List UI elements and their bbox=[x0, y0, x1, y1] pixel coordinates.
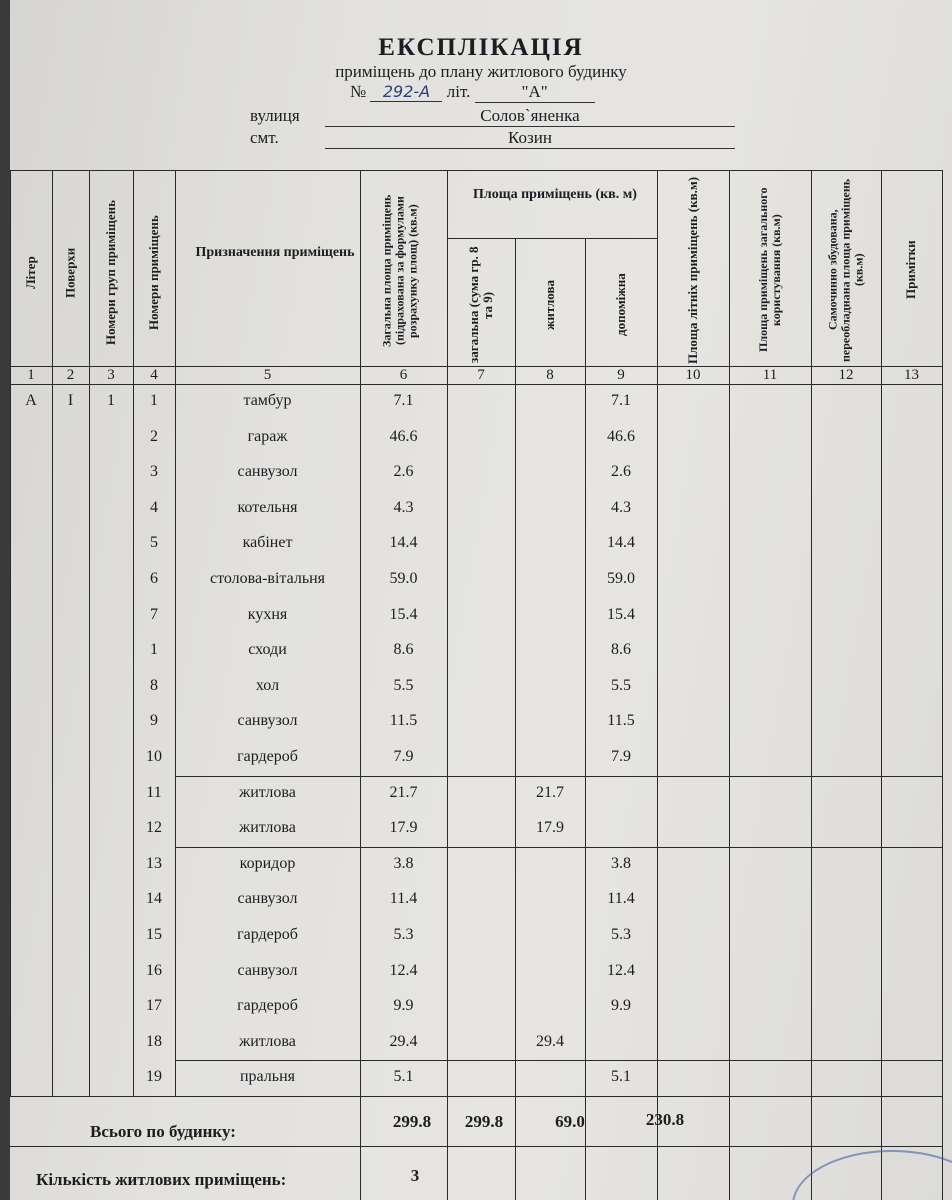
town-label: смт. bbox=[250, 128, 279, 147]
room-purpose: житлова bbox=[239, 1032, 296, 1050]
col-header-total-area: Загальна площа приміщень (підрахована за формулами розрахунку площ) (кв.м) bbox=[379, 194, 420, 348]
room-total-area: 7.9 bbox=[393, 748, 414, 765]
room-auxiliary-area: 11.4 bbox=[607, 890, 635, 908]
col-header-auxiliary: допоміжна bbox=[613, 273, 628, 337]
col-number: 9 bbox=[617, 367, 625, 383]
room-purpose: пральня bbox=[239, 1068, 295, 1086]
lit-label: літ. bbox=[446, 82, 471, 101]
room-living-area: 29.4 bbox=[536, 1032, 564, 1050]
room-purpose: котельня bbox=[237, 498, 298, 516]
grid-line bbox=[10, 170, 11, 1096]
col-header-purpose: Призначення приміщень bbox=[195, 245, 355, 260]
col-number: 8 bbox=[546, 367, 554, 383]
col-header-general: загальна (сума гр. 8 та 9) bbox=[466, 246, 495, 364]
col-header-common: Площа приміщень загального користування (кв.м) bbox=[756, 187, 783, 353]
room-number: 7 bbox=[150, 605, 158, 623]
room-number: 11 bbox=[146, 783, 162, 801]
totals-label: Всього по будинку: bbox=[90, 1122, 236, 1141]
room-purpose: столова-вітальня bbox=[209, 570, 326, 587]
room-number: 12 bbox=[146, 819, 162, 837]
col-number: 3 bbox=[107, 367, 115, 383]
room-number: 1 bbox=[150, 641, 158, 659]
room-number: 18 bbox=[146, 1032, 162, 1050]
grid-line bbox=[10, 170, 942, 171]
grid-line bbox=[447, 170, 448, 1200]
grid-line bbox=[729, 170, 730, 1200]
room-total-area: 11.5 bbox=[389, 712, 418, 730]
grid-line bbox=[175, 1060, 942, 1061]
street-value: Солов`яненка bbox=[325, 106, 735, 127]
col-number: 13 bbox=[904, 367, 919, 383]
room-total-area: 5.5 bbox=[393, 676, 414, 694]
room-auxiliary-area: 5.5 bbox=[611, 676, 631, 694]
col-number: 1 bbox=[27, 367, 35, 383]
totals-auxiliary: 230.8 bbox=[645, 1110, 685, 1129]
town-row bbox=[250, 128, 552, 148]
room-auxiliary-area: 3.8 bbox=[611, 854, 631, 872]
grid-line bbox=[515, 238, 516, 1200]
grid-line bbox=[811, 170, 812, 1200]
room-total-area: 29.4 bbox=[389, 1032, 418, 1050]
room-number: 5 bbox=[150, 534, 158, 552]
room-purpose: житлова bbox=[239, 819, 296, 837]
room-total-area: 5.1 bbox=[393, 1068, 414, 1086]
explication-table bbox=[10, 170, 952, 1200]
grid-line bbox=[133, 170, 134, 1096]
room-purpose: сходи bbox=[248, 641, 287, 659]
room-number: 19 bbox=[146, 1068, 162, 1086]
col-number: 4 bbox=[150, 367, 158, 383]
number-prefix: № bbox=[350, 82, 367, 101]
room-auxiliary-area: 15.4 bbox=[607, 605, 635, 623]
room-living-area: 17.9 bbox=[536, 819, 564, 837]
room-purpose: санвузол bbox=[237, 463, 298, 481]
room-total-area: 46.6 bbox=[389, 427, 418, 445]
street-label: вулиця bbox=[250, 106, 300, 125]
room-number: 4 bbox=[150, 498, 158, 516]
col-number: 2 bbox=[66, 367, 75, 383]
room-auxiliary-area: 7.9 bbox=[611, 748, 631, 765]
house-number: 292-А bbox=[370, 82, 442, 102]
room-purpose: гараж bbox=[247, 427, 288, 445]
room-purpose: санвузол bbox=[237, 712, 298, 730]
room-number: 8 bbox=[150, 676, 158, 694]
col-number: 6 bbox=[399, 367, 408, 383]
room-total-area: 17.9 bbox=[389, 819, 418, 837]
number-line bbox=[350, 82, 595, 103]
room-purpose: гардероб bbox=[237, 997, 298, 1015]
room-purpose: санвузол bbox=[237, 961, 298, 979]
room-number: 9 bbox=[150, 712, 158, 730]
lit-value: "А" bbox=[475, 82, 595, 103]
col-number: 10 bbox=[685, 367, 701, 383]
room-total-area: 21.7 bbox=[389, 783, 418, 801]
room-auxiliary-area: 14.4 bbox=[607, 534, 635, 552]
col-number: 5 bbox=[263, 367, 272, 383]
room-number: 15 bbox=[146, 926, 162, 943]
totals-living: 69.0 bbox=[555, 1112, 585, 1131]
col-header-floors: Поверхи bbox=[62, 247, 78, 299]
room-auxiliary-area: 8.6 bbox=[611, 641, 631, 659]
room-total-area: 14.4 bbox=[389, 534, 418, 552]
grid-line bbox=[585, 238, 586, 1200]
col-header-area-group: Площа приміщень (кв. м) bbox=[473, 187, 637, 202]
room-total-area: 15.4 bbox=[389, 605, 418, 623]
col-header-liter: Літер bbox=[23, 256, 38, 290]
document-page bbox=[10, 0, 952, 1200]
room-purpose: хол bbox=[255, 676, 280, 694]
col-header-group-numbers: Номери груп приміщень bbox=[103, 200, 118, 346]
col-header-living: житлова bbox=[542, 280, 557, 330]
room-auxiliary-area: 59.0 bbox=[607, 570, 635, 587]
room-auxiliary-area: 46.6 bbox=[607, 427, 635, 445]
grid-line bbox=[447, 238, 657, 239]
room-auxiliary-area: 12.4 bbox=[607, 961, 635, 979]
room-total-area: 3.8 bbox=[393, 854, 414, 872]
row-group: 1 bbox=[107, 392, 115, 409]
town-value: Козин bbox=[325, 128, 735, 149]
room-number: 1 bbox=[150, 392, 158, 409]
col-number: 7 bbox=[477, 367, 485, 383]
room-total-area: 11.4 bbox=[389, 890, 418, 908]
room-total-area: 9.9 bbox=[393, 997, 414, 1015]
grid-line bbox=[10, 1096, 942, 1097]
grid-line bbox=[175, 776, 942, 777]
room-purpose: кухня bbox=[247, 605, 288, 623]
grid-line bbox=[657, 170, 658, 1200]
row-liter: А bbox=[25, 392, 37, 409]
room-number: 2 bbox=[150, 427, 158, 445]
col-header-summer: Площа літніх приміщень (кв.м) bbox=[685, 176, 700, 364]
room-purpose: кабінет bbox=[242, 534, 293, 552]
room-total-area: 59.0 bbox=[389, 570, 418, 587]
room-auxiliary-area: 5.1 bbox=[611, 1068, 631, 1086]
street-row bbox=[250, 106, 580, 126]
room-purpose: санвузол bbox=[237, 890, 298, 908]
room-total-area: 12.4 bbox=[389, 961, 418, 979]
living-count-value: 3 bbox=[410, 1166, 420, 1185]
col-number: 11 bbox=[762, 367, 778, 383]
room-auxiliary-area: 9.9 bbox=[611, 997, 631, 1015]
document-title: ЕКСПЛІКАЦІЯ bbox=[378, 34, 584, 61]
grid-line bbox=[942, 170, 943, 1200]
grid-line bbox=[175, 847, 942, 848]
room-number: 14 bbox=[146, 890, 162, 908]
room-total-area: 5.3 bbox=[393, 926, 414, 943]
col-header-notes: Примітки bbox=[903, 240, 918, 300]
grid-line bbox=[89, 170, 90, 1096]
grid-line bbox=[881, 170, 882, 1200]
grid-line bbox=[10, 366, 942, 367]
room-living-area: 21.7 bbox=[536, 783, 564, 801]
col-header-self-built: Самочинно збудована, переобладнана площа приміщень (кв.м) bbox=[825, 178, 866, 362]
room-total-area: 7.1 bbox=[393, 392, 414, 409]
room-total-area: 4.3 bbox=[393, 498, 414, 516]
room-total-area: 2.6 bbox=[393, 463, 414, 481]
living-count-label: Кількість житлових приміщень: bbox=[36, 1170, 287, 1189]
room-number: 10 bbox=[146, 748, 162, 765]
room-total-area: 8.6 bbox=[393, 641, 414, 659]
room-number: 16 bbox=[146, 961, 162, 979]
room-purpose: тамбур bbox=[243, 392, 292, 409]
room-auxiliary-area: 2.6 bbox=[611, 463, 631, 481]
room-number: 17 bbox=[146, 997, 162, 1015]
room-purpose: гардероб bbox=[237, 926, 298, 943]
document-subtitle: приміщень до плану житлового будинку bbox=[335, 62, 627, 81]
totals-general: 299.8 bbox=[464, 1112, 504, 1131]
room-purpose: коридор bbox=[239, 854, 296, 872]
room-purpose: житлова bbox=[239, 783, 296, 801]
row-floor: І bbox=[67, 392, 74, 409]
grid-line bbox=[360, 170, 361, 1200]
col-header-room-numbers: Номери приміщень bbox=[146, 215, 161, 331]
document-header bbox=[10, 0, 952, 170]
grid-line bbox=[10, 384, 942, 385]
room-auxiliary-area: 4.3 bbox=[611, 498, 631, 516]
room-auxiliary-area: 7.1 bbox=[611, 392, 631, 409]
room-number: 6 bbox=[150, 570, 158, 587]
grid-line bbox=[52, 170, 53, 1096]
room-purpose: гардероб bbox=[237, 748, 298, 765]
room-number: 3 bbox=[150, 463, 158, 481]
room-number: 13 bbox=[146, 854, 162, 872]
grid-line bbox=[10, 1146, 942, 1147]
room-auxiliary-area: 11.5 bbox=[607, 712, 635, 730]
room-auxiliary-area: 5.3 bbox=[611, 926, 631, 943]
totals-total-area: 299.8 bbox=[392, 1112, 432, 1131]
grid-line bbox=[175, 170, 176, 1096]
col-number: 12 bbox=[838, 367, 854, 383]
